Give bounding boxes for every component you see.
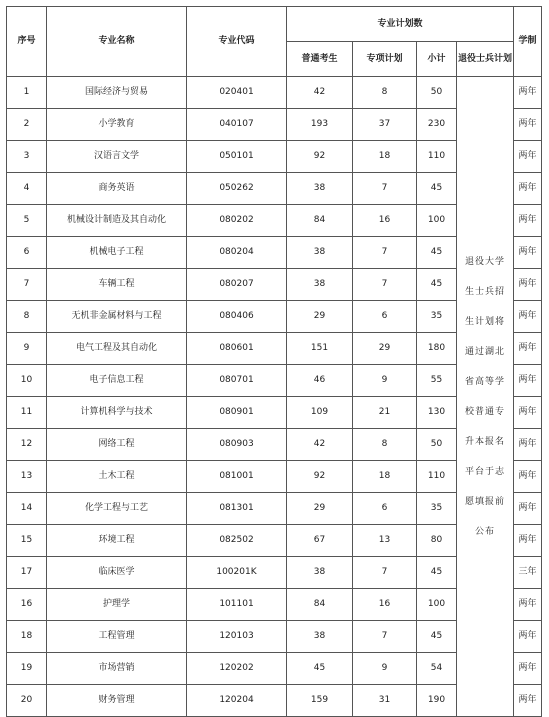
cell-subtotal: 54 (417, 653, 457, 685)
cell-regular: 29 (287, 493, 353, 525)
cell-seq: 16 (7, 589, 47, 621)
cell-name: 商务英语 (47, 173, 187, 205)
cell-special: 6 (353, 493, 417, 525)
cell-special: 7 (353, 557, 417, 589)
cell-duration: 两年 (514, 397, 542, 429)
cell-special: 37 (353, 109, 417, 141)
cell-regular: 109 (287, 397, 353, 429)
cell-special: 7 (353, 269, 417, 301)
cell-special: 8 (353, 77, 417, 109)
cell-regular: 84 (287, 589, 353, 621)
cell-duration: 两年 (514, 109, 542, 141)
cell-code: 050101 (187, 141, 287, 173)
cell-special: 13 (353, 525, 417, 557)
cell-code: 080901 (187, 397, 287, 429)
cell-duration: 两年 (514, 365, 542, 397)
cell-special: 9 (353, 365, 417, 397)
cell-name: 车辆工程 (47, 269, 187, 301)
cell-code: 080601 (187, 333, 287, 365)
cell-special: 16 (353, 205, 417, 237)
cell-regular: 159 (287, 685, 353, 717)
cell-name: 无机非金属材料与工程 (47, 301, 187, 333)
cell-subtotal: 80 (417, 525, 457, 557)
cell-code: 080701 (187, 365, 287, 397)
cell-duration: 两年 (514, 77, 542, 109)
cell-seq: 19 (7, 653, 47, 685)
cell-duration: 两年 (514, 333, 542, 365)
header-duration: 学制 (514, 7, 542, 77)
cell-name: 电子信息工程 (47, 365, 187, 397)
enrollment-table-container (6, 6, 542, 717)
cell-seq: 15 (7, 525, 47, 557)
cell-code: 081001 (187, 461, 287, 493)
cell-seq: 18 (7, 621, 47, 653)
cell-subtotal: 50 (417, 77, 457, 109)
cell-duration: 两年 (514, 173, 542, 205)
cell-code: 081301 (187, 493, 287, 525)
cell-subtotal: 130 (417, 397, 457, 429)
cell-duration: 两年 (514, 653, 542, 685)
cell-special: 18 (353, 461, 417, 493)
cell-special: 29 (353, 333, 417, 365)
header-seq: 序号 (7, 7, 47, 77)
cell-code: 080207 (187, 269, 287, 301)
cell-subtotal: 180 (417, 333, 457, 365)
cell-subtotal: 190 (417, 685, 457, 717)
cell-subtotal: 45 (417, 557, 457, 589)
cell-special: 6 (353, 301, 417, 333)
cell-regular: 38 (287, 557, 353, 589)
cell-special: 21 (353, 397, 417, 429)
header-plan-group: 专业计划数 (287, 7, 514, 42)
cell-name: 机械设计制造及其自动化 (47, 205, 187, 237)
cell-code: 120204 (187, 685, 287, 717)
cell-regular: 38 (287, 237, 353, 269)
cell-special: 7 (353, 621, 417, 653)
cell-code: 120202 (187, 653, 287, 685)
cell-subtotal: 45 (417, 269, 457, 301)
cell-regular: 92 (287, 461, 353, 493)
cell-subtotal: 45 (417, 173, 457, 205)
cell-name: 财务管理 (47, 685, 187, 717)
cell-regular: 193 (287, 109, 353, 141)
cell-duration: 两年 (514, 429, 542, 461)
header-regular: 普通考生 (287, 42, 353, 77)
cell-special: 18 (353, 141, 417, 173)
cell-seq: 13 (7, 461, 47, 493)
cell-seq: 1 (7, 77, 47, 109)
table-row (7, 77, 542, 109)
cell-duration: 两年 (514, 461, 542, 493)
cell-subtotal: 230 (417, 109, 457, 141)
header-code: 专业代码 (187, 7, 287, 77)
cell-seq: 20 (7, 685, 47, 717)
cell-duration: 两年 (514, 525, 542, 557)
cell-name: 化学工程与工艺 (47, 493, 187, 525)
cell-name: 网络工程 (47, 429, 187, 461)
header-veteran: 退役士兵计划 (457, 42, 514, 77)
cell-duration: 两年 (514, 493, 542, 525)
cell-seq: 9 (7, 333, 47, 365)
cell-name: 环境工程 (47, 525, 187, 557)
cell-code: 040107 (187, 109, 287, 141)
cell-regular: 84 (287, 205, 353, 237)
cell-regular: 46 (287, 365, 353, 397)
cell-regular: 42 (287, 77, 353, 109)
cell-name: 护理学 (47, 589, 187, 621)
cell-code: 080204 (187, 237, 287, 269)
cell-regular: 67 (287, 525, 353, 557)
cell-regular: 151 (287, 333, 353, 365)
cell-special: 31 (353, 685, 417, 717)
cell-seq: 10 (7, 365, 47, 397)
cell-code: 080406 (187, 301, 287, 333)
cell-code: 101101 (187, 589, 287, 621)
cell-code: 082502 (187, 525, 287, 557)
enrollment-plan-table (6, 6, 542, 717)
header-name: 专业名称 (47, 7, 187, 77)
cell-special: 8 (353, 429, 417, 461)
cell-seq: 14 (7, 493, 47, 525)
cell-regular: 92 (287, 141, 353, 173)
cell-special: 7 (353, 173, 417, 205)
cell-duration: 两年 (514, 301, 542, 333)
cell-duration: 两年 (514, 685, 542, 717)
header-row-1 (7, 7, 542, 42)
cell-seq: 3 (7, 141, 47, 173)
cell-duration: 两年 (514, 205, 542, 237)
cell-name: 市场营销 (47, 653, 187, 685)
cell-name: 小学教育 (47, 109, 187, 141)
cell-name: 机械电子工程 (47, 237, 187, 269)
cell-subtotal: 50 (417, 429, 457, 461)
cell-regular: 29 (287, 301, 353, 333)
cell-code: 020401 (187, 77, 287, 109)
cell-regular: 38 (287, 173, 353, 205)
cell-name: 工程管理 (47, 621, 187, 653)
cell-subtotal: 45 (417, 621, 457, 653)
cell-name: 国际经济与贸易 (47, 77, 187, 109)
cell-duration: 两年 (514, 141, 542, 173)
cell-name: 土木工程 (47, 461, 187, 493)
cell-seq: 8 (7, 301, 47, 333)
cell-name: 汉语言文学 (47, 141, 187, 173)
cell-subtotal: 110 (417, 141, 457, 173)
cell-name: 临床医学 (47, 557, 187, 589)
cell-subtotal: 100 (417, 589, 457, 621)
cell-special: 7 (353, 237, 417, 269)
cell-regular: 42 (287, 429, 353, 461)
cell-regular: 38 (287, 621, 353, 653)
cell-subtotal: 35 (417, 493, 457, 525)
cell-seq: 12 (7, 429, 47, 461)
cell-seq: 7 (7, 269, 47, 301)
cell-seq: 5 (7, 205, 47, 237)
cell-seq: 4 (7, 173, 47, 205)
cell-subtotal: 55 (417, 365, 457, 397)
cell-subtotal: 35 (417, 301, 457, 333)
cell-name: 电气工程及其自动化 (47, 333, 187, 365)
cell-seq: 17 (7, 557, 47, 589)
cell-regular: 38 (287, 269, 353, 301)
cell-duration: 三年 (514, 557, 542, 589)
cell-duration: 两年 (514, 237, 542, 269)
cell-code: 080202 (187, 205, 287, 237)
cell-duration: 两年 (514, 621, 542, 653)
cell-code: 100201K (187, 557, 287, 589)
cell-special: 16 (353, 589, 417, 621)
cell-regular: 45 (287, 653, 353, 685)
cell-name: 计算机科学与技术 (47, 397, 187, 429)
table-body (7, 77, 542, 717)
veteran-plan-note: 退役大学生士兵招生计划将通过湖北省高等学校普通专升本报名平台于志愿填报前公布 (457, 77, 514, 717)
cell-seq: 6 (7, 237, 47, 269)
cell-duration: 两年 (514, 269, 542, 301)
cell-code: 080903 (187, 429, 287, 461)
cell-code: 120103 (187, 621, 287, 653)
cell-subtotal: 110 (417, 461, 457, 493)
header-special: 专项计划 (353, 42, 417, 77)
header-subtotal: 小计 (417, 42, 457, 77)
cell-seq: 11 (7, 397, 47, 429)
cell-seq: 2 (7, 109, 47, 141)
cell-subtotal: 45 (417, 237, 457, 269)
cell-subtotal: 100 (417, 205, 457, 237)
cell-duration: 两年 (514, 589, 542, 621)
cell-code: 050262 (187, 173, 287, 205)
cell-special: 9 (353, 653, 417, 685)
